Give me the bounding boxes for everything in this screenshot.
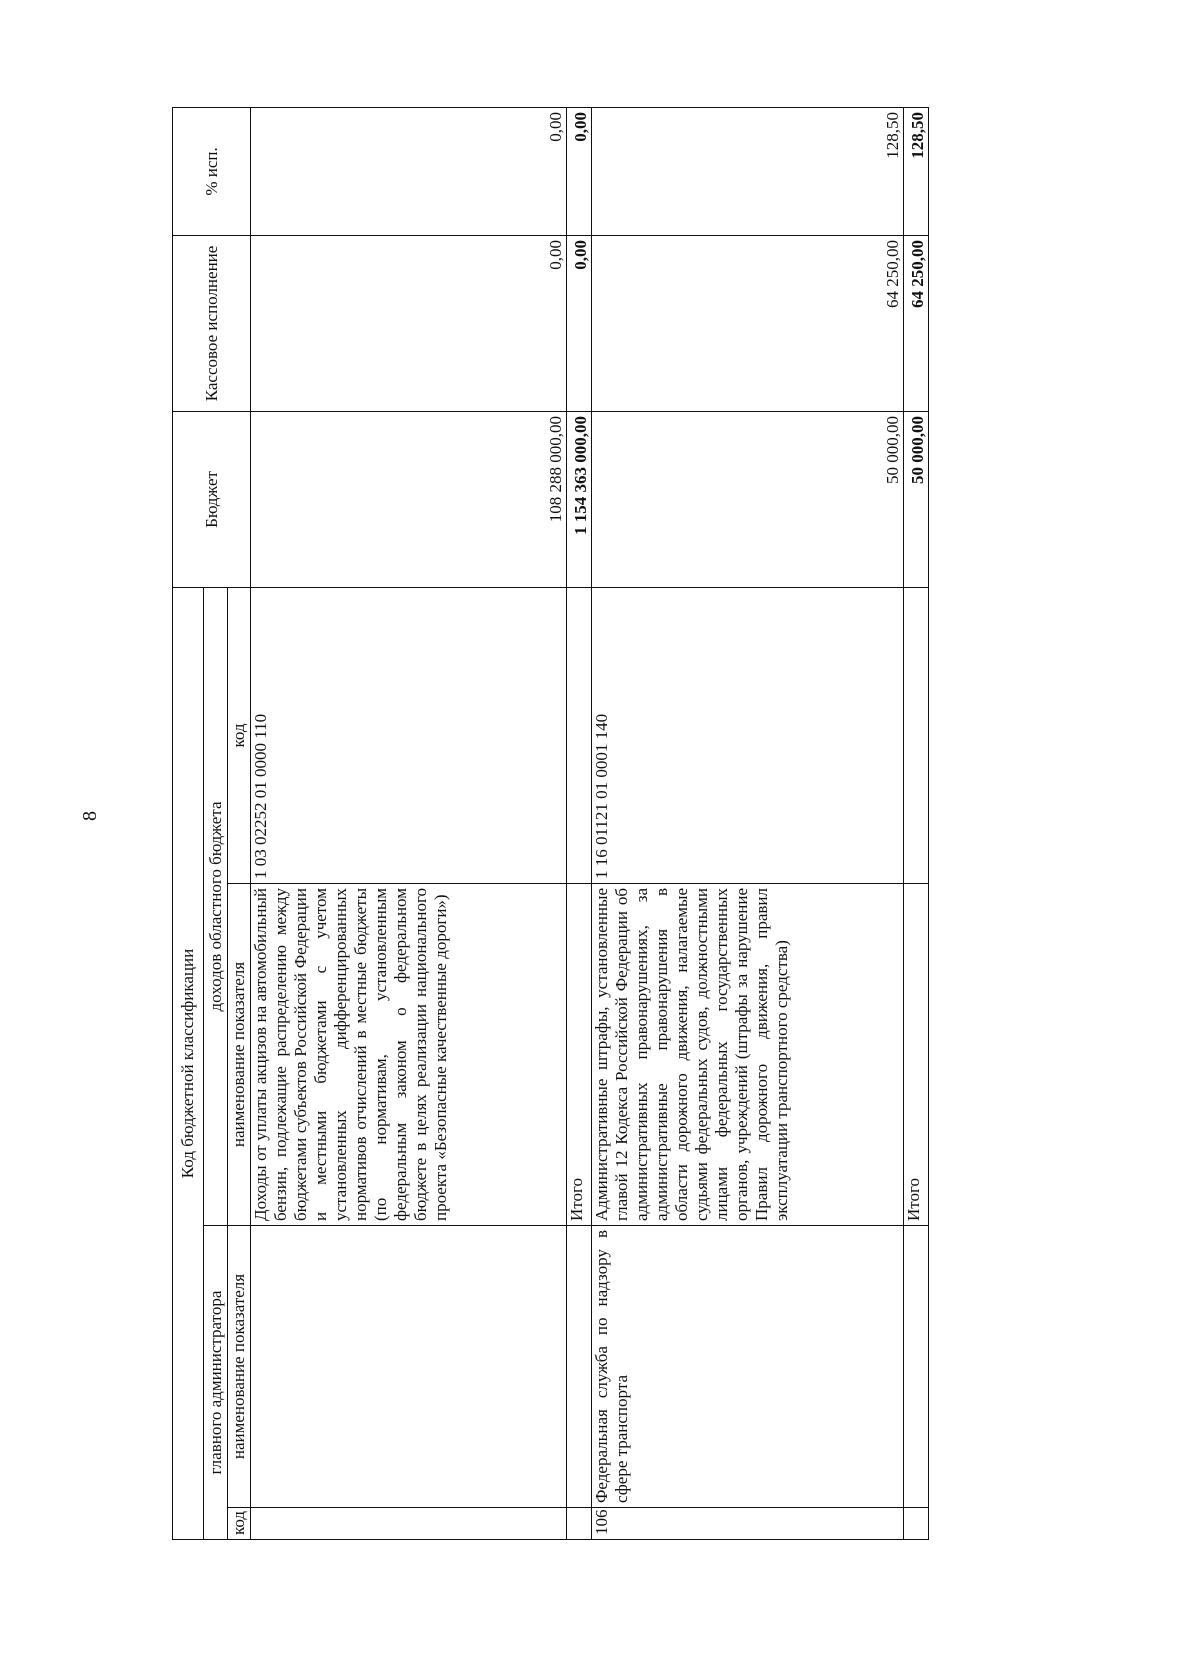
table-row-total (904, 107, 929, 1539)
revenue-name-cell: Доходы от уплаты акцизов на автомобильный бензин, подлежащие распределению между бюджетами субъектов Российской Федерации и местными бюджетами с учетом установленных дифференцированных нормативов отчислений в местные бюджеты (по нормативам, установленным федеральным законом о федеральном бюджете в целях реализации национального проекта «Безопасные качественные дороги») (251, 884, 567, 1226)
total-pct-value: 128,50 (904, 107, 929, 235)
admin-code-cell: 106 (592, 1508, 904, 1540)
header-classification: Код бюджетной классификации (173, 587, 204, 1539)
header-col-code: код (228, 1508, 251, 1540)
budget-value: 50 000,00 (592, 411, 904, 587)
total-pct-value: 0,00 (567, 107, 592, 235)
total-cash-value: 0,00 (567, 235, 592, 411)
table-row-total (567, 107, 592, 1539)
header-col-rev-name: наименование показателя (228, 884, 251, 1226)
admin-name-cell (251, 1226, 567, 1508)
admin-code-cell (251, 1508, 567, 1540)
cash-value: 0,00 (251, 235, 567, 411)
total-budget-value: 1 154 363 000,00 (567, 411, 592, 587)
total-label: Итого (567, 884, 592, 1226)
admin-name-cell: Федеральная служба по надзору в сфере транспорта (592, 1226, 904, 1508)
budget-value: 108 288 000,00 (251, 411, 567, 587)
pct-value: 0,00 (251, 107, 567, 235)
header-budget: Бюджет (173, 411, 251, 587)
table-row (592, 107, 904, 1539)
revenue-name-cell: Административные штрафы, установленные главой 12 Кодекса Российской Федерации об административных правонарушениях, за административные правонарушения в области дорожного движения, налагаемые судьями федеральных судов, должностными лицами федеральных государственных органов, учреждений (штрафы за нарушение Правил дорожного движения, правил эксплуатации транспортного средства) (592, 884, 904, 1226)
header-pct: % исп. (173, 107, 251, 235)
rotated-table-wrapper (172, 108, 929, 1540)
revenue-code-cell: 1 03 02252 01 0000 110 (251, 587, 567, 883)
total-budget-value: 50 000,00 (904, 411, 929, 587)
header-col-rev-code: код (228, 587, 251, 883)
total-label: Итого (904, 884, 929, 1226)
pct-value: 128,50 (592, 107, 904, 235)
budget-table (172, 107, 929, 1540)
header-revenue: доходов областного бюджета (203, 587, 228, 1225)
header-cash: Кассовое исполнение (173, 235, 251, 411)
page-number: 8 (79, 811, 101, 821)
cash-value: 64 250,00 (592, 235, 904, 411)
header-col-admin-name: наименование показателя (228, 1226, 251, 1508)
table-row (251, 107, 567, 1539)
revenue-code-cell: 1 16 01121 01 0001 140 (592, 587, 904, 883)
header-chief-admin: главного администратора (203, 1226, 228, 1540)
total-cash-value: 64 250,00 (904, 235, 929, 411)
